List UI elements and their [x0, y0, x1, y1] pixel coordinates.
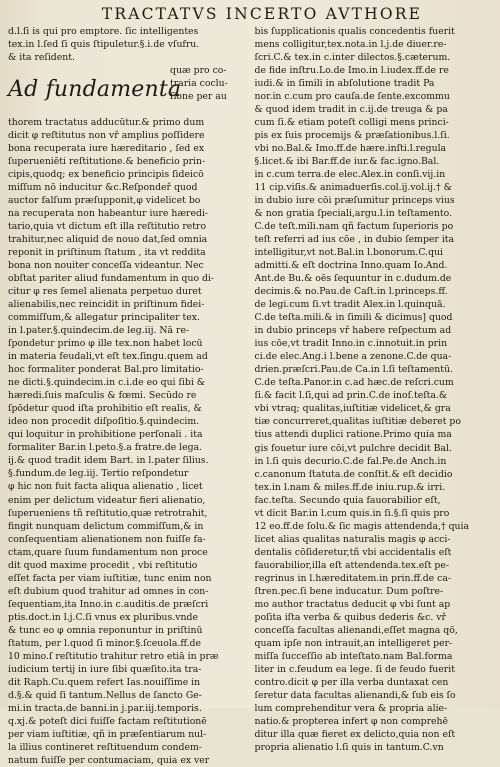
left-column — [8, 25, 248, 767]
text-line: la illius contineret reſtituendum condem- — [8, 741, 202, 753]
text-line: bis ſupplicationis qualis concedentis fuerit — [254, 26, 455, 37]
text-line: C.de teſt.mili.nam qñ factum ſuperioris po — [254, 221, 454, 233]
text-line: quæ pro co- — [170, 65, 227, 77]
text-line: in materia feudali,vt eſt tex.ſingu.quem ad — [8, 351, 208, 363]
text-line: & quod idem tradit in c.ij.de treuga & pa — [254, 104, 448, 116]
text-line: & non gratia ſpeciali,argu.l.in teſtamento. — [254, 208, 453, 220]
text-line: ctam,quare ſuum fundamentum non proce — [8, 546, 208, 558]
text-line: φ hic non fuit facta aliqua alienatio , licet — [8, 481, 203, 493]
text-line: C.de teſta.Panor.in c.ad hæc.de reſcri.cum — [254, 377, 454, 389]
text-line: miſſum nō inducitur &c.Reſpondeř quod — [8, 182, 198, 194]
text-line: reponit in priſtinum ſtatum , ita vt reddita — [8, 247, 206, 259]
text-line: de legi.cum ſi.vt tradit Alex.in l.quinquā. — [254, 299, 446, 311]
text-line: alienabilis,nec reincidit in priſtinum fidei- — [8, 299, 205, 311]
text-line: dit Raph.Cu.quem refert Ias.nouiſſime in — [8, 676, 201, 688]
text-line: de fide inſtru.Lo.de Imo.in l.iudex.ff.de re — [254, 65, 449, 77]
text-line: cum ſi.& etiam poteſt colligi mens princi- — [254, 117, 449, 129]
text-line: regrinus in l.hæreditatem.in prin.ff.de ca- — [254, 572, 452, 584]
text-line: dentalis cōſideretur,tñ vbi accidentalis eſt — [254, 546, 452, 558]
text-line: traria coclu- — [170, 78, 228, 90]
text-line: tiæ concurreret,qualitas iuſtitiæ deberet po — [254, 416, 461, 428]
text-line: conſequentiam alienationem non fuiſſe fa- — [8, 533, 206, 545]
text-line: fauorabilior,illa eſt attendenda.tex.eſt pe- — [254, 559, 450, 571]
text-line: d.l.ſi is qui pro emptore. ſic intelligentes — [8, 26, 199, 37]
ad-fundamenta-block — [8, 64, 248, 116]
text-line: d.§.& quid ſi tantum.Nellus de ſancto Ge- — [8, 689, 202, 701]
text-line: §.fundum.de leg.iij. Tertio reſpondetur — [8, 468, 189, 480]
text-line: hoc formaliter ponderat Bal.pro limitatio- — [8, 364, 204, 376]
text-line: conceſſa facultas alienandi,eſſet magna qō, — [254, 624, 458, 636]
text-line: in dubio iure cōi præſumitur princeps vius — [254, 195, 455, 207]
text-line: thorem tractatus adducūtur.& primo dum — [8, 117, 205, 129]
text-line: ptis.doct.in l.j.C.ſi vnus ex pluribus.vnde — [8, 611, 198, 623]
text-line: intelligitur,vt not.Bal.in l.bonorum.C.qui — [254, 247, 443, 259]
text-line: obſtat pariter aliud fundamentum in quo di- — [8, 273, 215, 285]
text-line: ſuperueniens tñ reſtitutio,quæ retrotrahit, — [8, 507, 208, 519]
text-line: ſtren.pec.ſi bene inducatur. Dum poſtre- — [254, 585, 444, 597]
text-line: bona recuperata iure hæreditario , ſed ex — [8, 143, 205, 155]
text-line: natum fuiſſe per contumaciam, quia ex ver — [8, 754, 210, 766]
text-line: vbi vtraq; qualitas,iuſtitiæ videlicet,& gra — [254, 403, 451, 415]
text-line: lum comprehenditur vera & propria alie- — [254, 702, 448, 714]
ad-fundamenta-side-lines — [170, 64, 248, 103]
text-line: vbi no.Bal.& Imo.ff.de hære.inſti.l.regula — [254, 143, 447, 155]
left-column-top-lines — [8, 25, 248, 64]
ad-fundamenta-heading: Ad fundamenta — [8, 77, 182, 103]
text-line: per viam iuſtitiæ, qñ in præſentiarum nul- — [8, 728, 207, 740]
text-line: cipis,quodq; ex beneficio principis ſideicō — [8, 169, 204, 181]
text-line: tex.in l.ſed ſi quis ſtipuletur.§.i.de vſufru. — [8, 39, 200, 51]
text-line: citur φ res ſemel alienata perpetuo duret — [8, 286, 202, 298]
text-line: na recuperata non habeantur iure hæredi- — [8, 208, 209, 220]
text-line: auctor falſum præſupponit,φ videlicet bo — [8, 195, 201, 207]
text-line: natio.& propterea infert φ non comprehē — [254, 715, 449, 727]
text-line: bona non nouiter conceſſa videantur. Nec — [8, 260, 204, 272]
text-line: mi.in tracta.de banni.in j.par.iij.temporis. — [8, 702, 202, 714]
text-line: ſione per au — [170, 91, 227, 103]
text-line: 10 mino.ſ reſtitutio trahitur retro etiā in præ — [8, 650, 219, 662]
text-line: ditur illa quæ fieret ex delicto,quia non eſt — [254, 728, 456, 740]
text-line: ſpōdetur quod iſta prohibitio eſt realis, & — [8, 403, 202, 415]
text-line: decimis.& no.Pau.de Caſt.in l.princeps.ff. — [254, 286, 448, 298]
text-line: formaliter Bar.in l.peto.§.a fratre.de lega. — [8, 442, 203, 454]
text-line: ius cōe,vt tradit Inno.in c.innotuit.in prin — [254, 338, 448, 350]
text-line: contro.dicit φ per illa verba duntaxat cen — [254, 676, 449, 688]
text-line: 11 cip.viſis.& animaduerſis.col.ij.vol.ij.† & — [254, 182, 452, 194]
text-line: commiſſum,& allegatur principaliter tex. — [8, 312, 200, 324]
text-line: liter in c.feudum ea lege. ſi de feudo fuerit — [254, 663, 455, 675]
text-line: nor.in c.cum pro cauſa.de ſente.excommu — [254, 91, 450, 103]
text-line: ſtatum, per l.quod ſi minor.§.ſceuola.ff.de — [8, 637, 202, 649]
text-line: in l.pater.§.quindecim.de leg.iij. Nā re- — [8, 325, 190, 337]
text-line: iudicium tertij in iure ſibi quæſito.ita tra- — [8, 663, 202, 675]
text-line: hæredi.ſuis maſculis & fœmi. Secūdo re — [8, 390, 197, 402]
text-line: tario,quia vt dictum eſt illa reſtitutio retro — [8, 221, 207, 233]
text-line: & tunc eo φ omnia reponuntur in priſtinū — [8, 624, 203, 636]
text-line: & ita reſident. — [8, 52, 75, 64]
text-line: ſpondetur primo φ ille tex.non habet locū — [8, 338, 203, 350]
text-line: c.canonum ſtatuta.de conſtit.& eſt decidio — [254, 468, 453, 480]
text-line: qui loquitur in prohibitione perſonali . ita — [8, 429, 203, 441]
text-line: dicit φ reſtitutus non vř amplius poſſidere — [8, 130, 205, 142]
text-line: poſita iſta verba & quibus dederis &c. vř — [254, 611, 446, 623]
text-line: trahitur,nec aliquid de nouo dat,ſed omnia — [8, 234, 208, 246]
text-line: in dubio princeps vř habere reſpectum ad — [254, 325, 452, 337]
text-line: quam ipſe non intrauit,an intelligeret per- — [254, 637, 453, 649]
text-line: ideo non procedit diſpoſitio.§.quindecim. — [8, 416, 200, 428]
text-line: miſſa ſucceſſio ab inteſtato.nam Bal.forma — [254, 650, 453, 662]
text-line: tius attendi duplici ratione.Primo quia ma — [254, 429, 452, 441]
text-line: teſt referri ad ius cōe , in dubio ſemper ita — [254, 234, 455, 246]
text-line: q.xj.& poteſt dici fuiſſe factam reſtitutionē — [8, 715, 207, 727]
text-line: enim per delictum videatur fieri alienatio, — [8, 494, 206, 506]
text-line: gis fouetur iure cōi,vt pulchre decidit Bal. — [254, 442, 452, 454]
text-line: ij.& quod tradit idem Bart. in l.pater ſilius. — [8, 455, 209, 467]
text-line: in l.ſi quis decurio.C.de fal.Pe.de Anch.in — [254, 455, 447, 467]
text-line: iudi.& in ſimili in abſolutione tradit Pa — [254, 78, 435, 90]
text-line: eſt dubium quod trahitur ad omnes in con- — [8, 585, 209, 597]
text-line: fingit nunquam delictum commiſſum,& in — [8, 520, 204, 532]
left-column-body — [8, 116, 248, 767]
text-line: ſequentiam,ita Inno.in c.auditis.de præſcri — [8, 598, 209, 610]
text-line: propria alienatio l.ſi quis in tantum.C.vn — [254, 741, 444, 753]
text-line: Ant.de Bu.& oēs ſequuntur in c.dudum.de — [254, 273, 452, 285]
text-line: eſſet facta per viam iuſtitiæ, tunc enim non — [8, 572, 212, 584]
text-line: mens colligitur,tex.nota.in l.j.de diuer.re- — [254, 39, 447, 51]
text-columns — [8, 25, 494, 767]
text-line: ſuperueniēti reſtitutione.& beneficio prin- — [8, 156, 206, 168]
right-column — [255, 25, 495, 767]
text-line: admitti.& eſt doctrina Inno.quam Io.And. — [254, 260, 448, 272]
text-line: C.de teſta.mili.& in ſimili & dicimus] quod — [254, 312, 453, 324]
text-line: dit quod maxime procedit , vbi reſtitutio — [8, 559, 198, 571]
text-line: ſeretur data facultas alienandi,& ſub eis ſo — [254, 689, 456, 701]
text-line: drien.præſcri.Pau.de Ca.in l.ſi teſtamentū. — [254, 364, 453, 376]
running-header: TRACTATVS INCERTO AVTHORE — [101, 6, 423, 23]
text-line: pis ex ſuis procemijs & præſationibus.l.ſi. — [254, 130, 450, 142]
text-line: ci.de elec.Ang.i l.bene a zenone.C.de qua- — [254, 351, 452, 363]
text-line: §.licet.& ibi Bar.ff.de iur.& fac.igno.Bal. — [254, 156, 440, 168]
text-line: tex.in l.nam & miles.ff.de iniu.rup.& irri. — [254, 481, 446, 493]
text-line: licet alias qualitas naturalis magis φ acci- — [254, 533, 451, 545]
text-line: 12 eo.ff.de ſolu.& ſic magis attendenda,† quia — [254, 520, 470, 532]
text-line: vt dicit Bar.in l.cum quis.in ſi.§.ſi quis pro — [254, 507, 450, 519]
text-line: ſi.& facit l.ſi,qui ad prin.C.de inoſ.teſta.& — [254, 390, 448, 402]
right-column-body — [255, 25, 495, 754]
text-line: mo author tractatus deducit φ vbi ſunt ap — [254, 598, 451, 610]
text-line: in c.cum terra.de elec.Alex.in conſi.vij.in — [254, 169, 446, 181]
text-line: ſcri.C.& tex.in c.inter dilectos.§.cæterum. — [254, 52, 451, 64]
text-line: fac.teſta. Secundo quia fauorabilior eſt, — [254, 494, 441, 506]
text-line: ne dicti.§.quindecim.in c.i.de eo qui ſibi & — [8, 377, 206, 389]
